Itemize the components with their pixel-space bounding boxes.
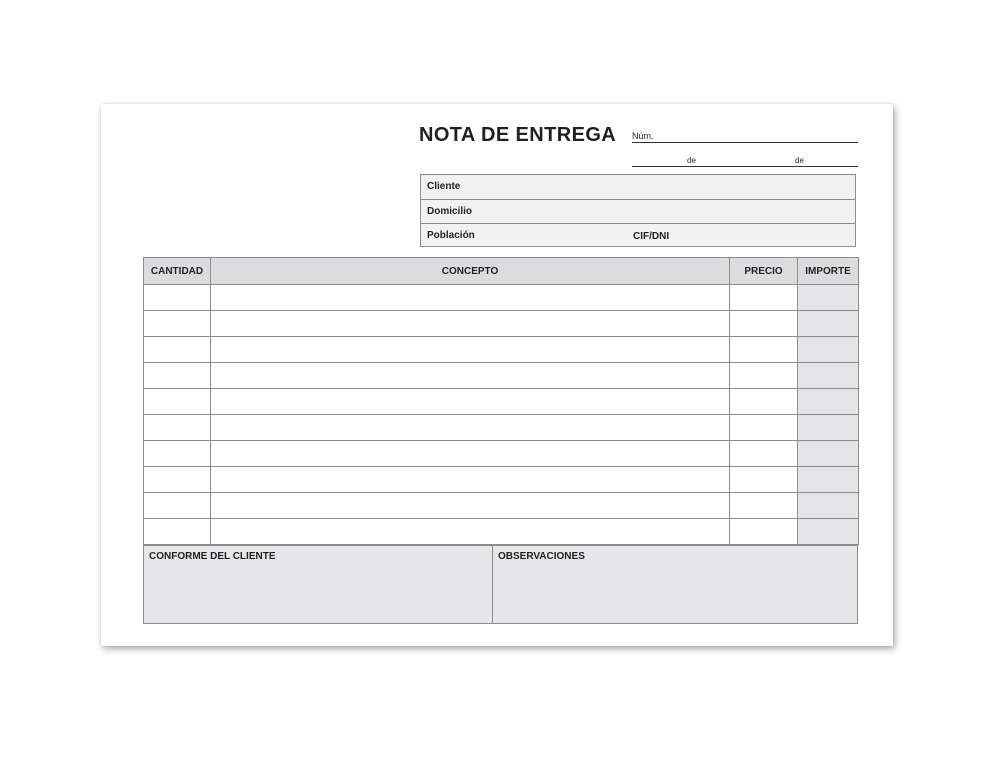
amount-cell[interactable]	[798, 285, 859, 311]
concept-cell[interactable]	[211, 389, 730, 415]
delivery-note-sheet	[101, 104, 893, 646]
observations-label: OBSERVACIONES	[498, 551, 585, 562]
price-cell[interactable]	[730, 285, 798, 311]
amount-cell[interactable]	[798, 311, 859, 337]
price-cell[interactable]	[730, 493, 798, 519]
concept-cell[interactable]	[211, 311, 730, 337]
quantity-cell[interactable]	[144, 311, 211, 337]
concept-cell[interactable]	[211, 337, 730, 363]
quantity-cell[interactable]	[144, 337, 211, 363]
client-label: Cliente	[427, 181, 461, 192]
amount-cell[interactable]	[798, 467, 859, 493]
footer-divider	[492, 546, 493, 623]
table-row	[144, 285, 859, 311]
header-quantity: CANTIDAD	[144, 258, 211, 285]
concept-cell[interactable]	[211, 285, 730, 311]
items-table	[143, 257, 859, 545]
header-price: PRECIO	[730, 258, 798, 285]
date-separator-2: de	[795, 156, 804, 165]
concept-cell[interactable]	[211, 441, 730, 467]
form-title: NOTA DE ENTREGA	[419, 124, 617, 146]
customer-approval-label: CONFORME DEL CLIENTE	[149, 551, 276, 562]
quantity-cell[interactable]	[144, 519, 211, 545]
table-row	[144, 363, 859, 389]
number-line[interactable]	[632, 142, 858, 143]
price-cell[interactable]	[730, 519, 798, 545]
table-row	[144, 337, 859, 363]
quantity-cell[interactable]	[144, 285, 211, 311]
address-label: Domicilio	[427, 206, 473, 217]
table-row	[144, 415, 859, 441]
client-info-box	[420, 174, 856, 247]
quantity-cell[interactable]	[144, 389, 211, 415]
client-row[interactable]	[421, 175, 855, 199]
amount-cell[interactable]	[798, 415, 859, 441]
number-label: Núm.	[632, 131, 654, 141]
concept-cell[interactable]	[211, 493, 730, 519]
table-row	[144, 441, 859, 467]
address-row[interactable]	[421, 199, 855, 223]
amount-cell[interactable]	[798, 519, 859, 545]
signature-observations-box	[143, 545, 858, 624]
concept-cell[interactable]	[211, 519, 730, 545]
quantity-cell[interactable]	[144, 493, 211, 519]
price-cell[interactable]	[730, 467, 798, 493]
price-cell[interactable]	[730, 337, 798, 363]
price-cell[interactable]	[730, 415, 798, 441]
table-row	[144, 493, 859, 519]
price-cell[interactable]	[730, 441, 798, 467]
date-separator-1: de	[687, 156, 696, 165]
quantity-cell[interactable]	[144, 415, 211, 441]
header-concept: CONCEPTO	[211, 258, 730, 285]
amount-cell[interactable]	[798, 389, 859, 415]
quantity-cell[interactable]	[144, 363, 211, 389]
quantity-cell[interactable]	[144, 441, 211, 467]
header-amount: IMPORTE	[798, 258, 859, 285]
amount-cell[interactable]	[798, 363, 859, 389]
price-cell[interactable]	[730, 311, 798, 337]
amount-cell[interactable]	[798, 337, 859, 363]
concept-cell[interactable]	[211, 363, 730, 389]
table-row	[144, 519, 859, 545]
town-row[interactable]	[421, 223, 855, 247]
price-cell[interactable]	[730, 389, 798, 415]
concept-cell[interactable]	[211, 467, 730, 493]
town-label: Población	[427, 230, 475, 241]
table-row	[144, 467, 859, 493]
table-header-row	[144, 258, 859, 285]
quantity-cell[interactable]	[144, 467, 211, 493]
tax-id-label: CIF/DNI	[633, 231, 670, 242]
date-line[interactable]	[632, 166, 858, 167]
concept-cell[interactable]	[211, 415, 730, 441]
price-cell[interactable]	[730, 363, 798, 389]
table-row	[144, 311, 859, 337]
amount-cell[interactable]	[798, 493, 859, 519]
amount-cell[interactable]	[798, 441, 859, 467]
table-row	[144, 389, 859, 415]
